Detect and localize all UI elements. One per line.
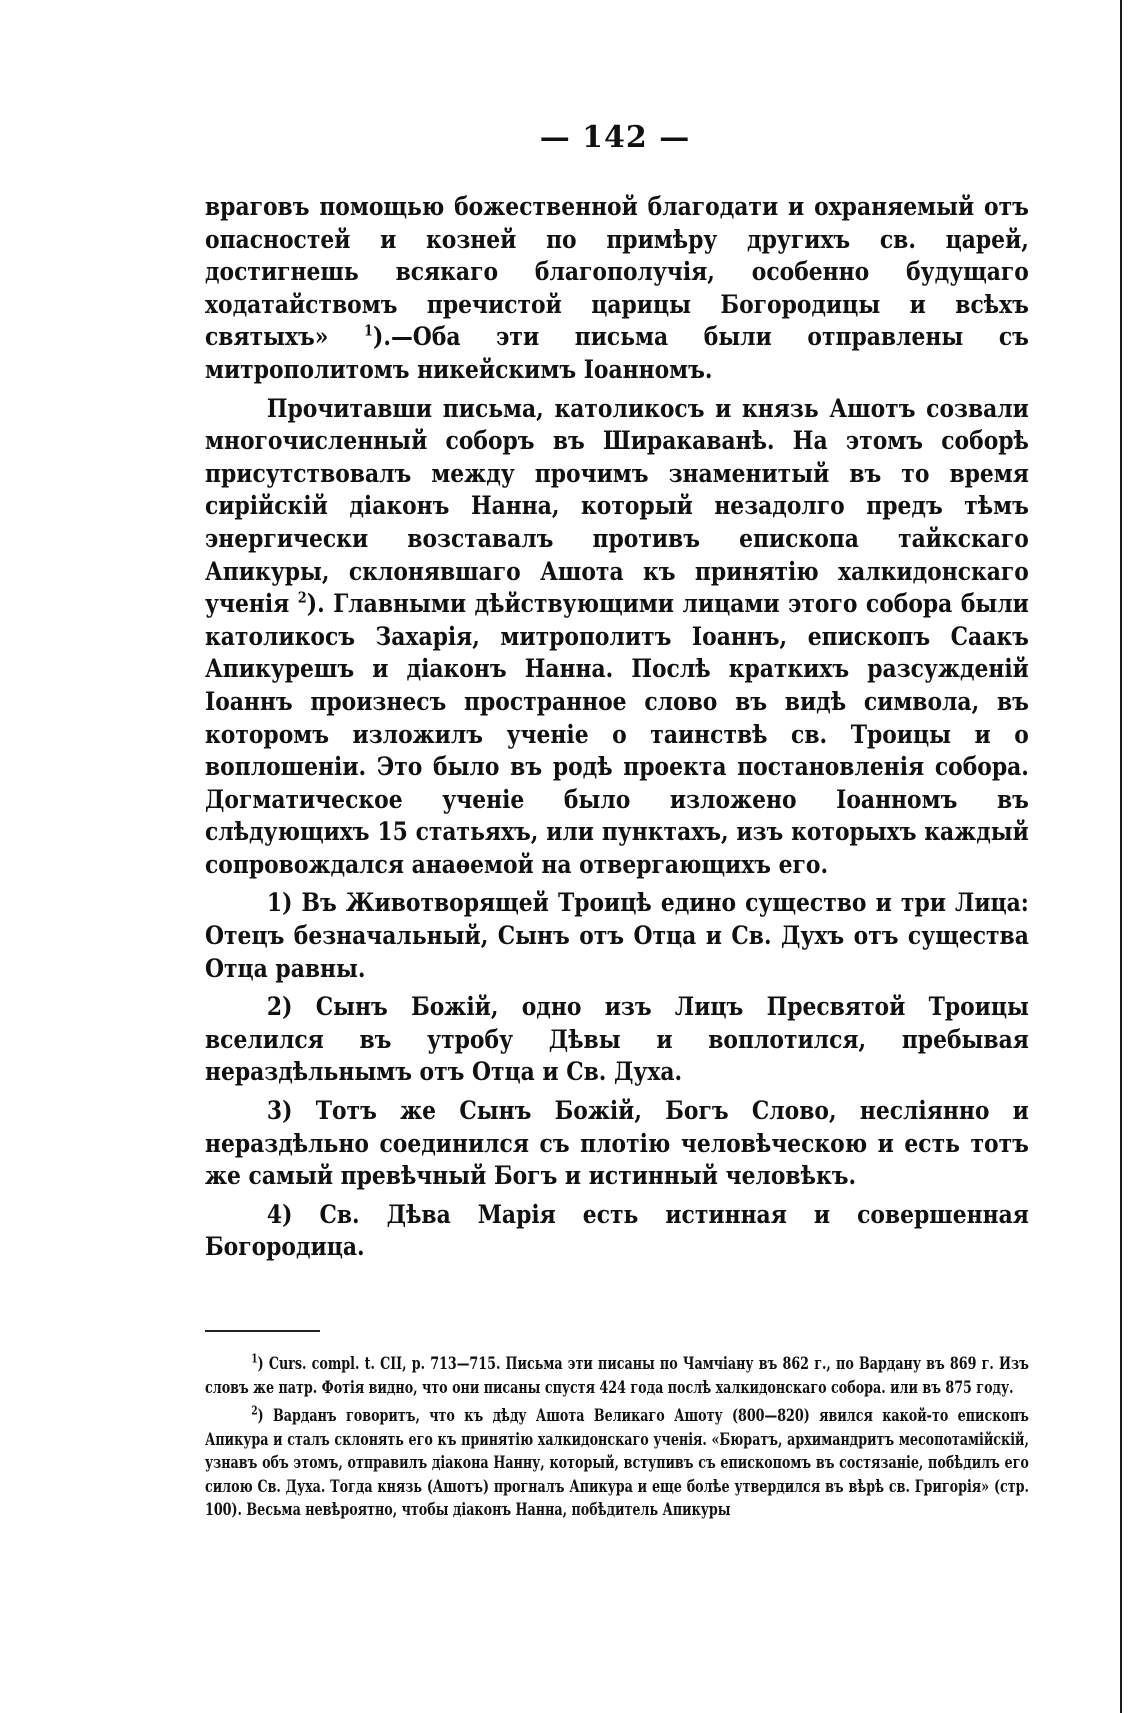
footnote-ref-1[interactable]: 1 — [364, 321, 374, 340]
footnote-1-text: ) Curs. compl. t. CII, p. 713—715. Письма эти писаны по Чамчіану въ 862 г., по Вардану въ 869 г. Изъ словъ же патр. Фотія видно, что они писаны спустя 424 года послѣ халкидонскаго собора. или въ 875 году. — [205, 1354, 1029, 1397]
main-text — [205, 190, 1029, 1269]
paragraph-2-text: Прочитавши письма, католикосъ и князь Ашотъ созвали многочисленный соборъ въ Ширакаванѣ. На этомъ соборѣ присутствовалъ между прочимъ знаменитый въ то время сирійскій діаконъ Нанна, который незадолго предъ тѣмъ энергически возставалъ противъ епископа тайкскаго Апикуры, склонявшаго Ашота къ принятію халкидонскаго ученія — [205, 392, 1029, 619]
footnote-ref-2[interactable]: 2 — [297, 588, 307, 607]
footnote-divider — [205, 1330, 320, 1332]
paragraph-1-text: враговъ помощью божественной благодати и охраняемый отъ опасностей и козней по примѣру другихъ св. царей, достигнешь всякаго благополучія, особенно будущаго ходатайствомъ пречистой царицы Богородицы и всѣхъ святыхъ» — [205, 191, 1029, 352]
page-number: — 142 — — [539, 120, 691, 155]
paragraph-2-tail: ). Главными дѣйствующими лицами этого собора были католикосъ Захарія, митрополитъ Іоаннъ, епископъ Саакъ Апикурешъ и діаконъ Нанна. Послѣ краткихъ разсужденій Іоаннъ произнесъ пространное слово въ видѣ символа, въ которомъ изложилъ ученіе о таинствѣ св. Троицы и о воплошеніи. Это было въ родѣ проекта постановленія собора. Догматическое ученіе было изложено Іоанномъ въ слѣдующихъ 15 статьяхъ, или пунктахъ, изъ которыхъ каждый сопровождался анаѳемой на отвергающихъ его. — [205, 588, 1029, 879]
paragraph-1 — [205, 190, 1029, 386]
footnote-2-text: ) Варданъ говоритъ, что къ дѣду Ашота Великаго Ашоту (800—820) явился какой-то епископъ Апикура и сталъ склонять его къ принятію халкидонскаго ученія. «Бюратъ, архимандритъ месопотамійскій, узнавъ объ этомъ, отправилъ діакона Нанну, который, вступивъ съ епископомъ въ состязаніе, побѣдилъ его силою Св. Духа. Тогда князь (Ашотъ) прогналъ Апикура и еще болѣе утвердился въ вѣрѣ св. Григорія» (стр. 100). Весьма невѣроятно, чтобы діаконъ Нанна, побѣдитель Апикуры — [205, 1406, 1029, 1519]
list-item-4: 4) Св. Дѣва Марія есть истинная и совершенная Богородица. — [205, 1198, 1029, 1262]
footnote-1 — [205, 1352, 1029, 1399]
footnotes — [205, 1352, 1029, 1527]
footnote-1-mark: 1 — [251, 1351, 258, 1366]
page-edge-line — [1120, 0, 1122, 1713]
list-item-1: 1) Въ Животворящей Троицѣ едино существо и три Лица: Отецъ безначальный, Сынъ отъ Отца и Св. Духъ отъ существа Отца равны. — [205, 887, 1029, 983]
paragraph-1-tail: ).—Оба эти письма были отправлены съ митрополитомъ никейскимъ Іоанномъ. — [205, 321, 1029, 384]
paragraph-2 — [205, 392, 1029, 881]
footnote-2 — [205, 1404, 1029, 1522]
footnote-2-mark: 2 — [251, 1403, 258, 1418]
list-item-2: 2) Сынъ Божій, одно изъ Лицъ Пресвятой Троицы вселился въ утробу Дѣвы и воплотился, пребывая нераздѣльнымъ отъ Отца и Св. Духа. — [205, 991, 1029, 1087]
list-item-3: 3) Тотъ же Сынъ Божій, Богъ Слово, несліянно и нераздѣльно соединился съ плотію человѣческою и есть тотъ же самый превѣчный Богъ и истинный человѣкъ. — [205, 1095, 1029, 1191]
